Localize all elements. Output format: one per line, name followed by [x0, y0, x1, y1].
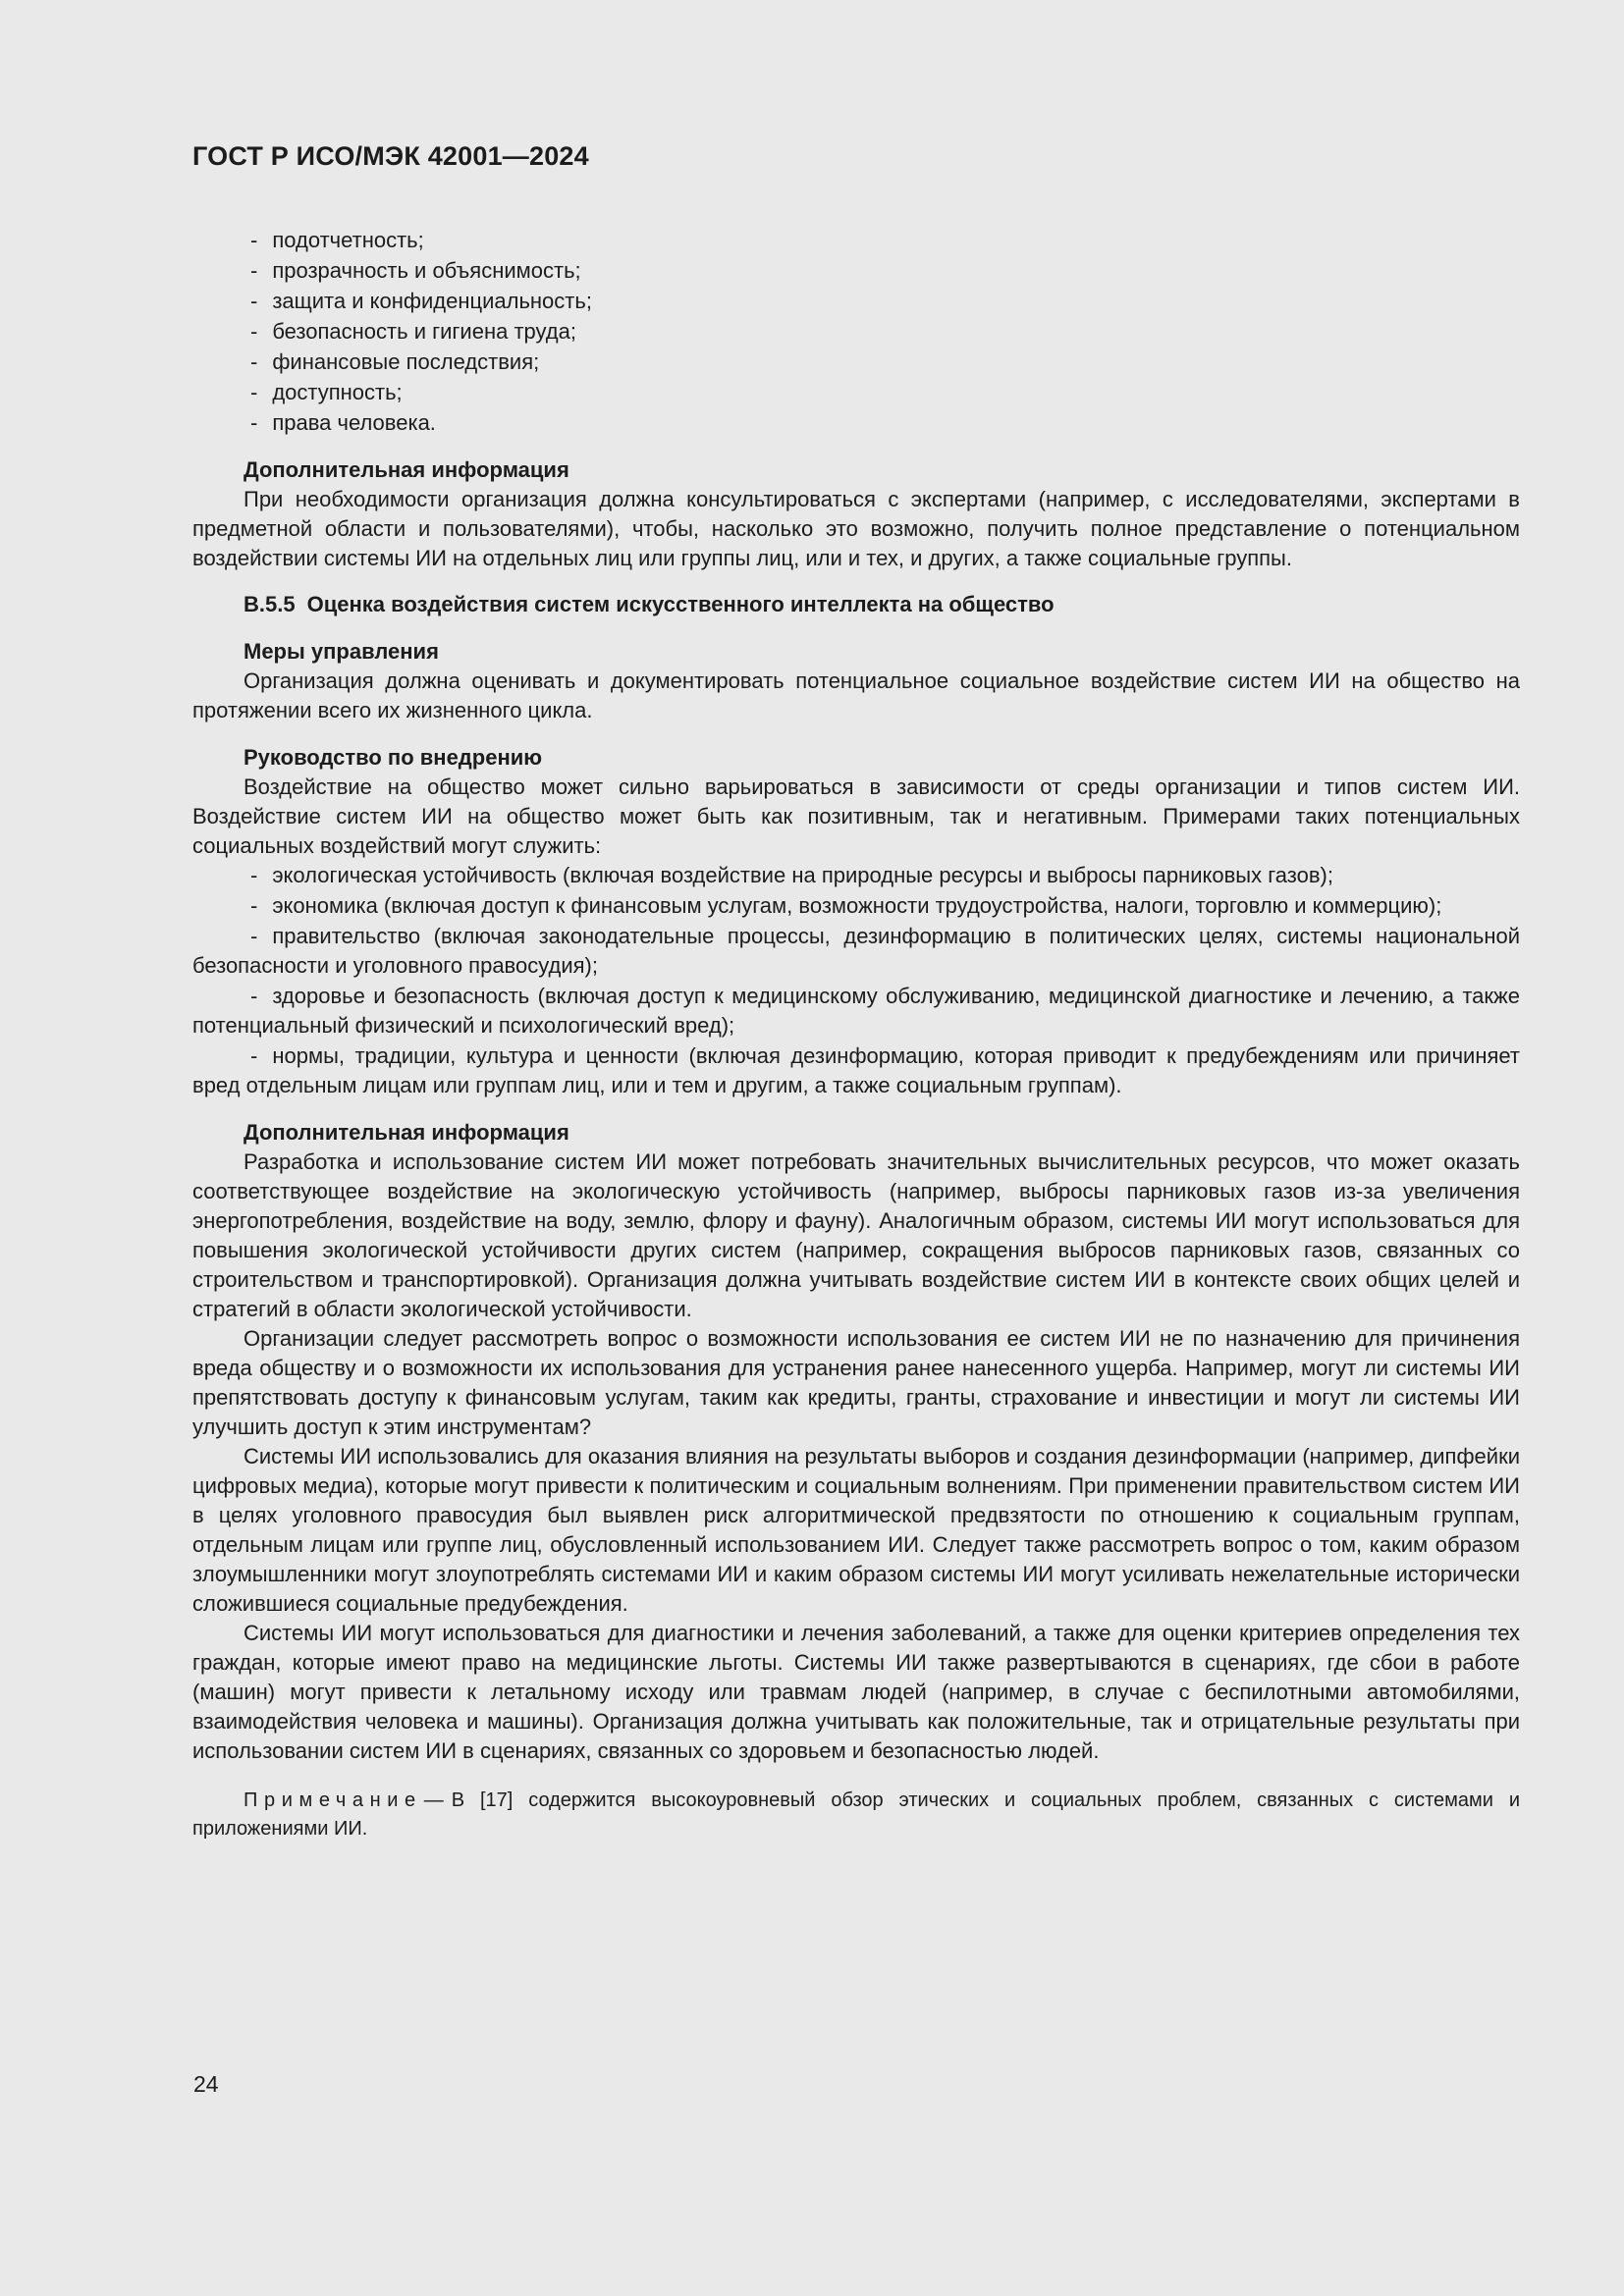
list-dash-marker: - — [250, 924, 258, 948]
list-item — [192, 317, 1520, 347]
list-item — [192, 1041, 1520, 1100]
paragraph: Воздействие на общество может сильно варьироваться в зависимости от среды организации и типов систем ИИ. Воздействие систем ИИ на общество может быть как позитивным, так и негативным. Примерами таких потенциальных социальных воздействий могут служить: — [192, 774, 1520, 858]
page-content — [192, 0, 1520, 1843]
section-heading-b55 — [192, 590, 1520, 619]
list-item-text: доступность; — [272, 380, 403, 404]
list-item-text: финансовые последствия; — [272, 349, 540, 374]
note — [192, 1787, 1520, 1843]
note-dash: — — [423, 1789, 444, 1811]
list-item — [192, 922, 1520, 981]
list-dash-marker: - — [250, 984, 258, 1008]
list-dash-marker: - — [250, 410, 258, 435]
implementation-heading: Руководство по внедрению — [244, 745, 543, 770]
list-dash-marker: - — [250, 289, 258, 313]
page-number: 24 — [193, 2071, 219, 2097]
list-dash-marker: - — [250, 228, 258, 252]
list-dash-marker: - — [250, 319, 258, 344]
list-item — [192, 861, 1520, 890]
list-dash-marker: - — [250, 258, 258, 283]
list-dash-marker: - — [250, 893, 258, 918]
list-item — [192, 256, 1520, 286]
list-item — [192, 226, 1520, 255]
note-label: Примечание — [244, 1789, 422, 1811]
list-dash-marker: - — [250, 349, 258, 374]
additional-info-heading: Дополнительная информация — [244, 457, 569, 482]
paragraph: Системы ИИ могут использоваться для диагностики и лечения заболеваний, а также для оценки критериев определения тех граждан, которые имеют право на медицинские льготы. Системы ИИ также развертываются в сценариях, где сбои в работе (машин) могут привести к летальному исходу или травмам людей (например, в случае с беспилотными автомобилями, взаимодействия человека и машины). Организация должна учитывать как положительные, так и отрицательные результаты при использовании систем ИИ в сценариях, связанных со здоровьем и безопасностью людей. — [192, 1621, 1520, 1763]
list-item-text: прозрачность и объяснимость; — [272, 258, 581, 283]
list-item-text: права человека. — [272, 410, 436, 435]
list-dash-marker: - — [250, 863, 258, 887]
section-number: В.5.5 — [244, 592, 296, 616]
list-item-text: безопасность и гигиена труда; — [272, 319, 576, 344]
list-item — [192, 378, 1520, 407]
principles-list — [192, 226, 1520, 438]
list-item-text: здоровье и безопасность (включая доступ к медицинскому обслуживанию, медицинской диагностике и лечению, а также потенциальный физический и психологический вред); — [192, 984, 1520, 1038]
list-item-text: экономика (включая доступ к финансовым услугам, возможности трудоустройства, налоги, торговлю и коммерцию); — [272, 893, 1442, 918]
impact-list — [192, 861, 1520, 1100]
controls-heading: Меры управления — [244, 639, 439, 664]
document-header: ГОСТ Р ИСО/МЭК 42001—2024 — [192, 141, 589, 171]
list-item — [192, 287, 1520, 316]
list-item-text: правительство (включая законодательные процессы, дезинформацию в политических целях, системы национальной безопасности и уголовного правосудия); — [192, 924, 1520, 978]
paragraph: При необходимости организация должна консультироваться с экспертами (например, с исследователями, экспертами в предметной области и пользователями), чтобы, насколько это возможно, получить полное представление о потенциальном воздействии системы ИИ на отдельных лиц или группы лиц, или и тех, и других, а также социальные группы. — [192, 487, 1520, 570]
paragraph: Разработка и использование систем ИИ может потребовать значительных вычислительных ресурсов, что может оказать соответствующее воздействие на экологическую устойчивость (например, выбросы парниковых газов из-за увеличения энергопотребления, воздействие на воду, землю, флору и фауну). Аналогичным образом, системы ИИ могут использоваться для повышения экологической устойчивости других систем (например, сокращения выбросов парниковых газов, связанных со строительством и транспортировкой). Организация должна учитывать воздействие систем ИИ в контексте своих общих целей и стратегий в области экологической устойчивости. — [192, 1149, 1520, 1321]
list-item — [192, 408, 1520, 438]
list-item-text: защита и конфиденциальность; — [272, 289, 592, 313]
list-item-text: нормы, традиции, культура и ценности (включая дезинформацию, которая приводит к предубеждениям или причиняет вред отдельным лицам или группам лиц, или и тем и другим, а также социальным группам). — [192, 1043, 1520, 1097]
note-text: В [17] содержится высокоуровневый обзор этических и социальных проблем, связанных с системами и приложениями ИИ. — [192, 1789, 1520, 1840]
list-item-text: подотчетность; — [272, 228, 424, 252]
list-item — [192, 347, 1520, 377]
section-title: Оценка воздействия систем искусственного интеллекта на общество — [306, 592, 1055, 616]
paragraph: Системы ИИ использовались для оказания влияния на результаты выборов и создания дезинформации (например, дипфейки цифровых медиа), которые могут привести к политическим и социальным волнениям. При применении правительством систем ИИ в целях уголовного правосудия был выявлен риск алгоритмической предвзятости по отношению к социальным группам, отдельным лицам или группе лиц, обусловленный использованием ИИ. Следует также рассмотреть вопрос о том, каким образом злоумышленники могут злоупотреблять системами ИИ и каким образом системы ИИ могут усиливать нежелательные исторически сложившиеся социальные предубеждения. — [192, 1444, 1520, 1616]
list-dash-marker: - — [250, 380, 258, 404]
list-item-text: экологическая устойчивость (включая воздействие на природные ресурсы и выбросы парниковых газов); — [272, 863, 1333, 887]
paragraph: Организации следует рассмотреть вопрос о возможности использования ее систем ИИ не по назначению для причинения вреда обществу и о возможности их использования для устранения ранее нанесенного ущерба. Например, могут ли системы ИИ препятствовать доступу к финансовым услугам, таким как кредиты, гранты, страхование и инвестиции и могут ли системы ИИ улучшить доступ к этим инструментам? — [192, 1326, 1520, 1439]
additional-info-heading: Дополнительная информация — [244, 1120, 569, 1145]
paragraph: Организация должна оценивать и документировать потенциальное социальное воздействие систем ИИ на общество на протяжении всего их жизненного цикла. — [192, 668, 1520, 722]
list-dash-marker: - — [250, 1043, 258, 1068]
list-item — [192, 982, 1520, 1041]
list-item — [192, 891, 1520, 921]
